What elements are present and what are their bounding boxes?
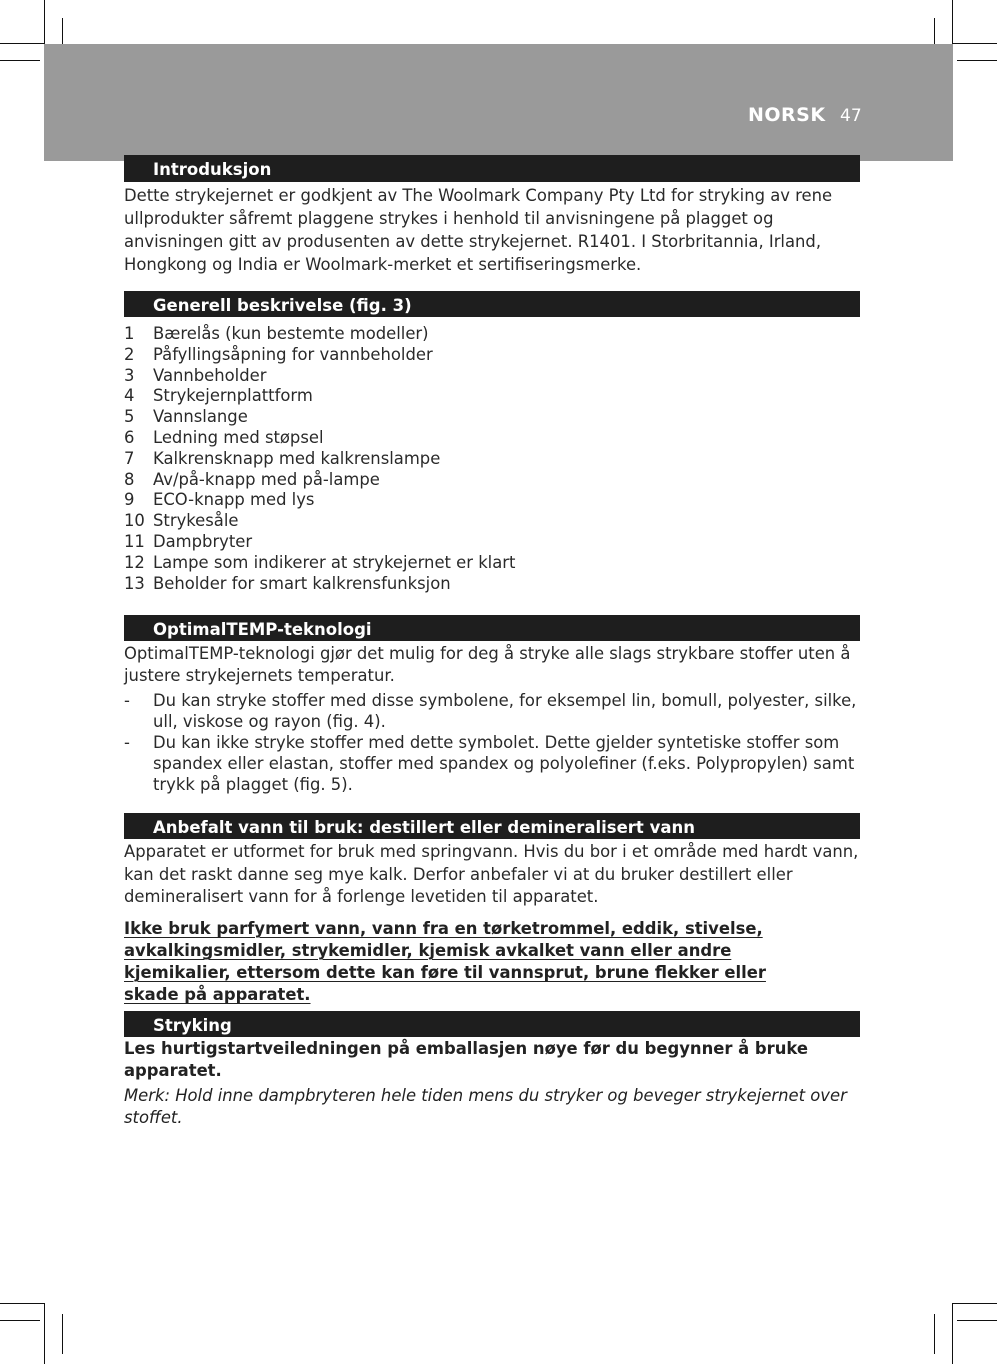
intro-paragraph: Dette strykejernet er godkjent av The Woolmark Company Pty Ltd for stryking av rene ullprodukter såfremt plaggene strykes i henhold til anvisningene på plagget og anvisningen gitt av produsenten av dette strykejernet. R1401. I Storbritannia, Irland, Hongkong og India er Woolmark-merket et sertifiseringsmerke.: [124, 186, 833, 274]
item-number: 9: [124, 490, 135, 510]
item-number: 13: [124, 573, 145, 593]
crop-mark: [0, 60, 40, 61]
crop-mark: [957, 60, 997, 61]
item-text: Strykesåle: [153, 511, 239, 531]
optimaltemp-bullets: [124, 690, 864, 795]
item-text: Påfyllingsåpning for vannbeholder: [153, 344, 433, 364]
item-text: Kalkrensknapp med kalkrenslampe: [153, 448, 441, 468]
item-text: ECO-knapp med lys: [153, 490, 315, 510]
crop-mark: [44, 1303, 45, 1364]
item-number: 6: [124, 427, 135, 447]
crop-mark: [952, 1303, 953, 1364]
crop-mark: [934, 1314, 935, 1354]
water-paragraph: Apparatet er utformet for bruk med springvann. Hvis du bor i et område med hardt vann, kan det raskt danne seg mye kalk. Derfor anbefaler vi at du bruker destillert eller demineralisert vann for å forlenge levetiden til apparatet.: [124, 842, 859, 906]
item-text: Dampbryter: [153, 531, 253, 551]
item-text: Vannbeholder: [153, 365, 267, 385]
crop-mark: [952, 1303, 997, 1304]
crop-mark: [44, 0, 45, 45]
language-label: NORSK: [748, 104, 826, 126]
item-number: 1: [124, 324, 135, 343]
water-warning: [124, 918, 824, 1006]
item-number: 11: [124, 531, 145, 551]
bullet-dash: -: [124, 691, 130, 710]
item-number: 10: [124, 511, 145, 531]
list-item: [124, 690, 864, 732]
crop-mark: [62, 1314, 63, 1354]
section-heading-general: Generell beskrivelse (fig. 3): [124, 291, 860, 317]
section-heading-ironing: Stryking: [124, 1011, 860, 1037]
crop-mark: [952, 43, 997, 44]
section-heading-water: Anbefalt vann til bruk: destillert eller demineralisert vann: [124, 813, 860, 839]
item-text: Av/på-knapp med på-lampe: [153, 469, 380, 489]
bullet-text: Du kan stryke stoffer med disse symbolene, for eksempel lin, bomull, polyester, silke, ull, viskose og rayon (fig. 4).: [153, 691, 857, 731]
crop-mark: [0, 1320, 40, 1321]
item-number: 8: [124, 469, 135, 489]
section-heading-intro: Introduksjon: [124, 155, 860, 182]
crop-mark: [957, 1320, 997, 1321]
item-text: Ledning med støpsel: [153, 427, 324, 447]
warning-text: Ikke bruk parfymert vann, vann fra en tørketrommel, eddik, stivelse, avkalkingsmidler, strykemidler, kjemisk avkalket vann eller andre kjemikalier, ettersom dette kan føre til vannsprut, brune flekker eller skade på apparatet.: [124, 919, 766, 1004]
list-item: [124, 732, 864, 795]
item-number: 5: [124, 407, 135, 427]
page-number: 47: [840, 106, 862, 126]
crop-mark: [0, 1303, 45, 1304]
ironing-instruction: Les hurtigstartveiledningen på emballasjen nøye før du begynner å bruke apparatet.: [124, 1039, 808, 1080]
item-number: 4: [124, 386, 135, 406]
item-text: Lampe som indikerer at strykejernet er klart: [153, 552, 516, 572]
item-text: Strykejernplattform: [153, 386, 313, 406]
item-text: Vannslange: [153, 407, 248, 427]
header-band: [44, 44, 953, 161]
item-number: 2: [124, 344, 135, 364]
ironing-note: Merk: Hold inne dampbryteren hele tiden mens du stryker og beveger strykejernet over stoffet.: [124, 1086, 847, 1127]
bullet-dash: -: [124, 733, 130, 752]
item-number: 7: [124, 448, 135, 468]
section-heading-optimaltemp: OptimalTEMP-teknologi: [124, 615, 860, 641]
crop-mark: [0, 43, 45, 44]
crop-mark: [952, 0, 953, 45]
item-text: Beholder for smart kalkrensfunksjon: [153, 573, 451, 593]
item-text: Bærelås (kun bestemte modeller): [153, 324, 429, 343]
item-number: 12: [124, 552, 145, 572]
bullet-text: Du kan ikke stryke stoffer med dette symbolet. Dette gjelder syntetiske stoffer som spandex eller elastan, stoffer med spandex og polyolefiner (f.eks. Polypropylen) samt trykk på plagget (fig. 5).: [153, 733, 855, 794]
item-number: 3: [124, 365, 135, 385]
optimaltemp-paragraph: OptimalTEMP-teknologi gjør det mulig for deg å stryke alle slags strykbare stoffer uten å justere strykejernets temperatur.: [124, 644, 851, 685]
